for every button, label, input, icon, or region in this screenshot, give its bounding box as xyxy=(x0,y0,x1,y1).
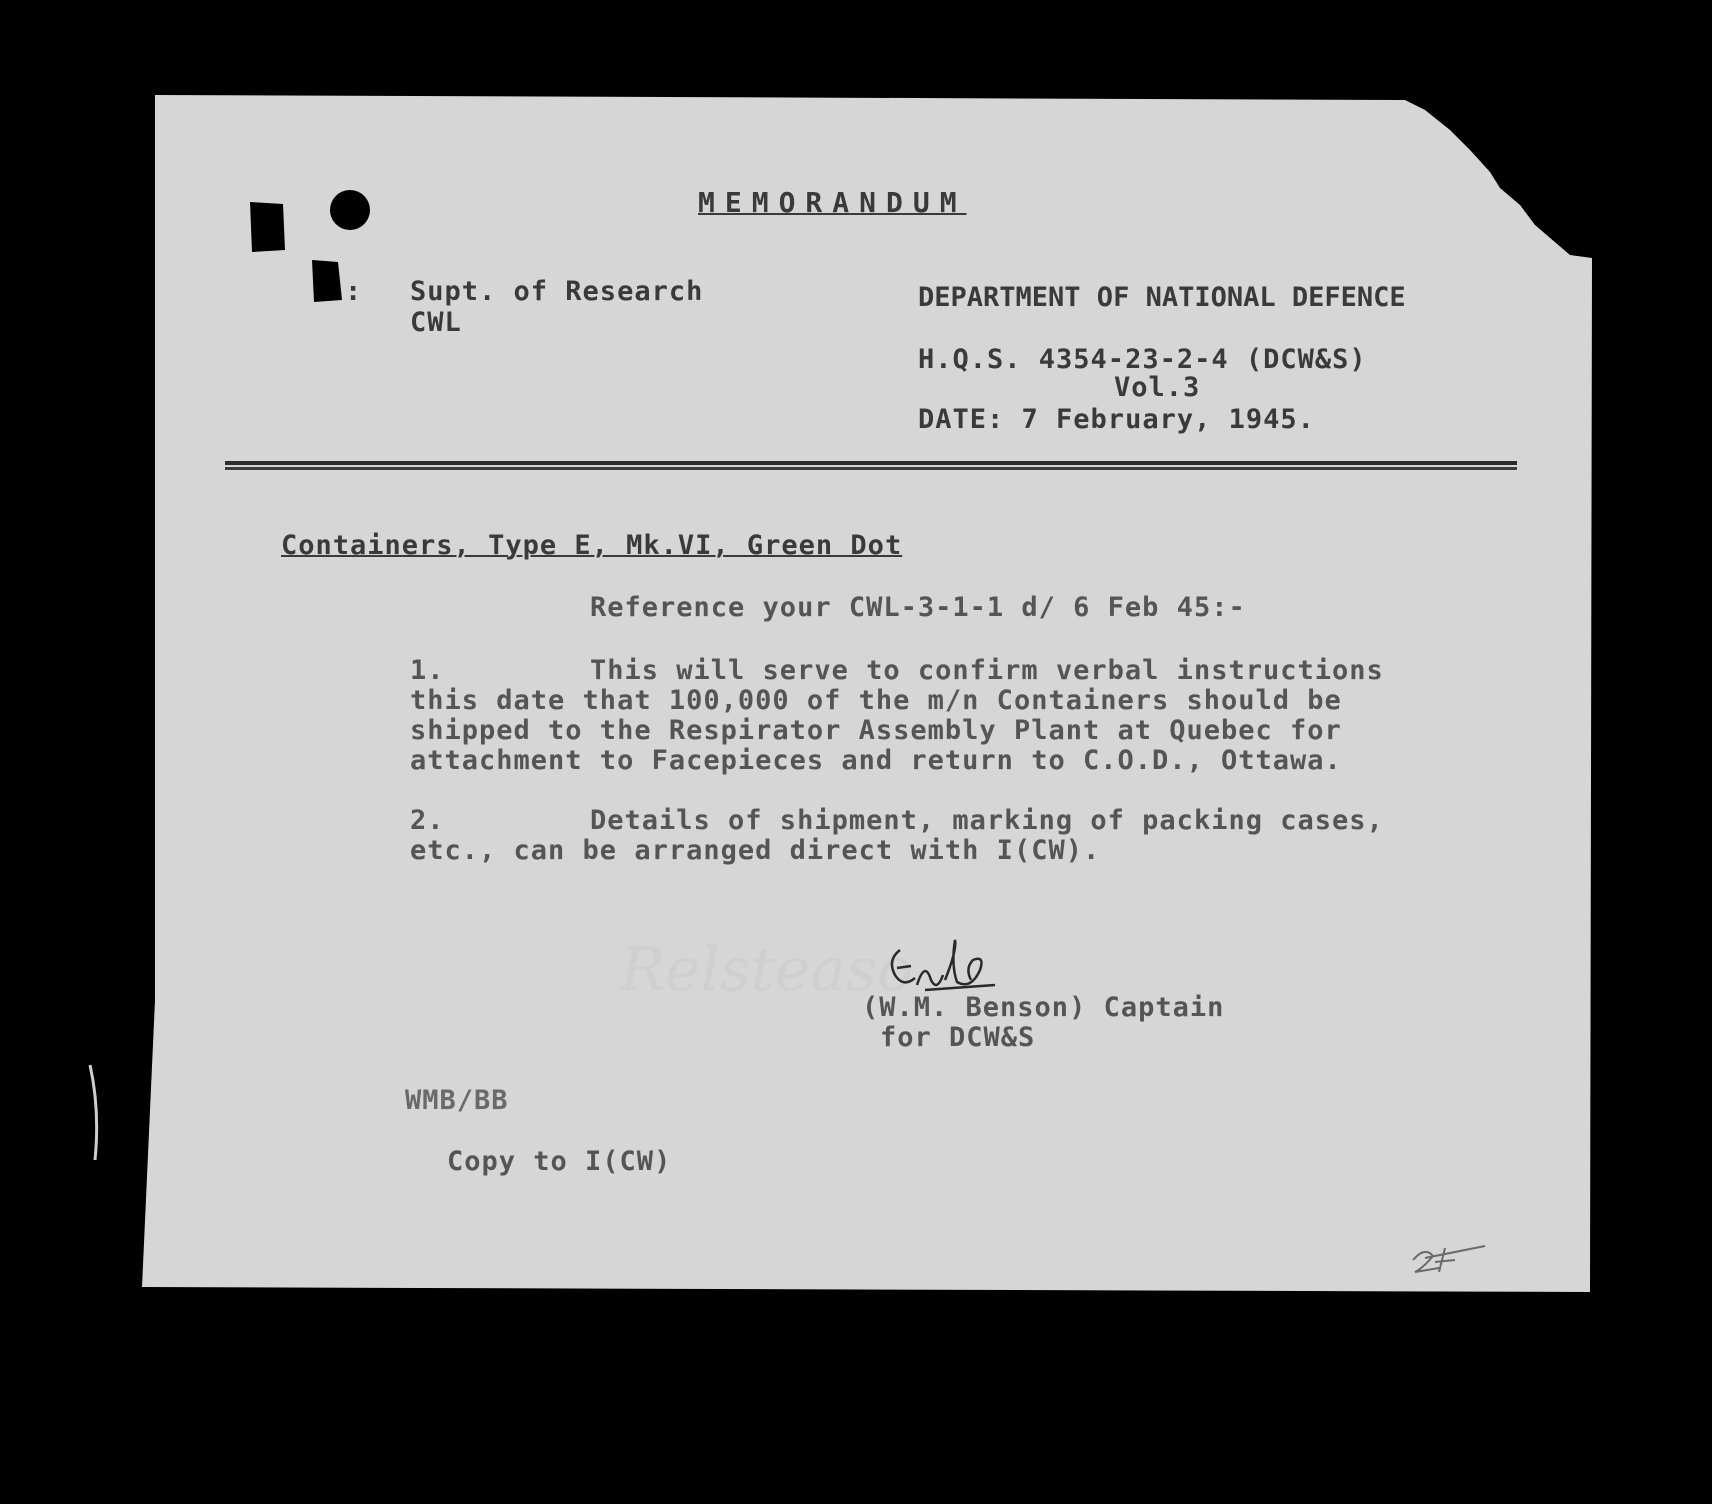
corner-pencil-mark xyxy=(1405,1238,1495,1278)
hole-mark-2 xyxy=(330,190,370,230)
signer-for: for DCW&S xyxy=(880,1022,1036,1053)
memo-date: DATE: 7 February, 1945. xyxy=(918,404,1315,435)
header-rule xyxy=(225,461,1517,465)
para1-line-3: shipped to the Respirator Assembly Plant at Quebec for xyxy=(410,715,1342,746)
para2-line-2: etc., can be arranged direct with I(CW). xyxy=(410,835,1101,866)
hole-mark-3 xyxy=(312,260,342,302)
reference-line: Reference your CWL-3-1-1 d/ 6 Feb 45:- xyxy=(590,592,1246,623)
typist-initials: WMB/BB xyxy=(405,1085,509,1116)
copy-to: Copy to I(CW) xyxy=(447,1146,672,1177)
para1-line-1: This will serve to confirm verbal instructions xyxy=(590,655,1384,686)
para2-number: 2. xyxy=(410,805,445,836)
subject-line: Containers, Type E, Mk.VI, Green Dot xyxy=(281,530,903,561)
to-marker: : xyxy=(345,276,363,307)
department-name: DEPARTMENT OF NATIONAL DEFENCE xyxy=(918,282,1406,313)
file-reference: H.Q.S. 4354-23-2-4 (DCW&S) xyxy=(918,344,1367,375)
para1-number: 1. xyxy=(410,655,445,686)
hole-mark-1 xyxy=(250,202,285,252)
to-line-2: CWL xyxy=(410,307,462,338)
para1-line-4: attachment to Facepieces and return to C.O.D., Ottawa. xyxy=(410,745,1342,776)
volume: Vol.3 xyxy=(1114,372,1201,403)
para1-line-2: this date that 100,000 of the m/n Containers should be xyxy=(410,685,1342,716)
signature-mark xyxy=(885,930,1015,1000)
svg-text:Relsteaso: Relsteaso xyxy=(620,935,913,1005)
memo-heading: MEMORANDUM xyxy=(698,186,967,219)
to-line-1: Supt. of Research xyxy=(410,276,704,307)
signer-name: (W.M. Benson) Captain xyxy=(862,992,1225,1023)
para2-line-1: Details of shipment, marking of packing cases, xyxy=(590,805,1384,836)
